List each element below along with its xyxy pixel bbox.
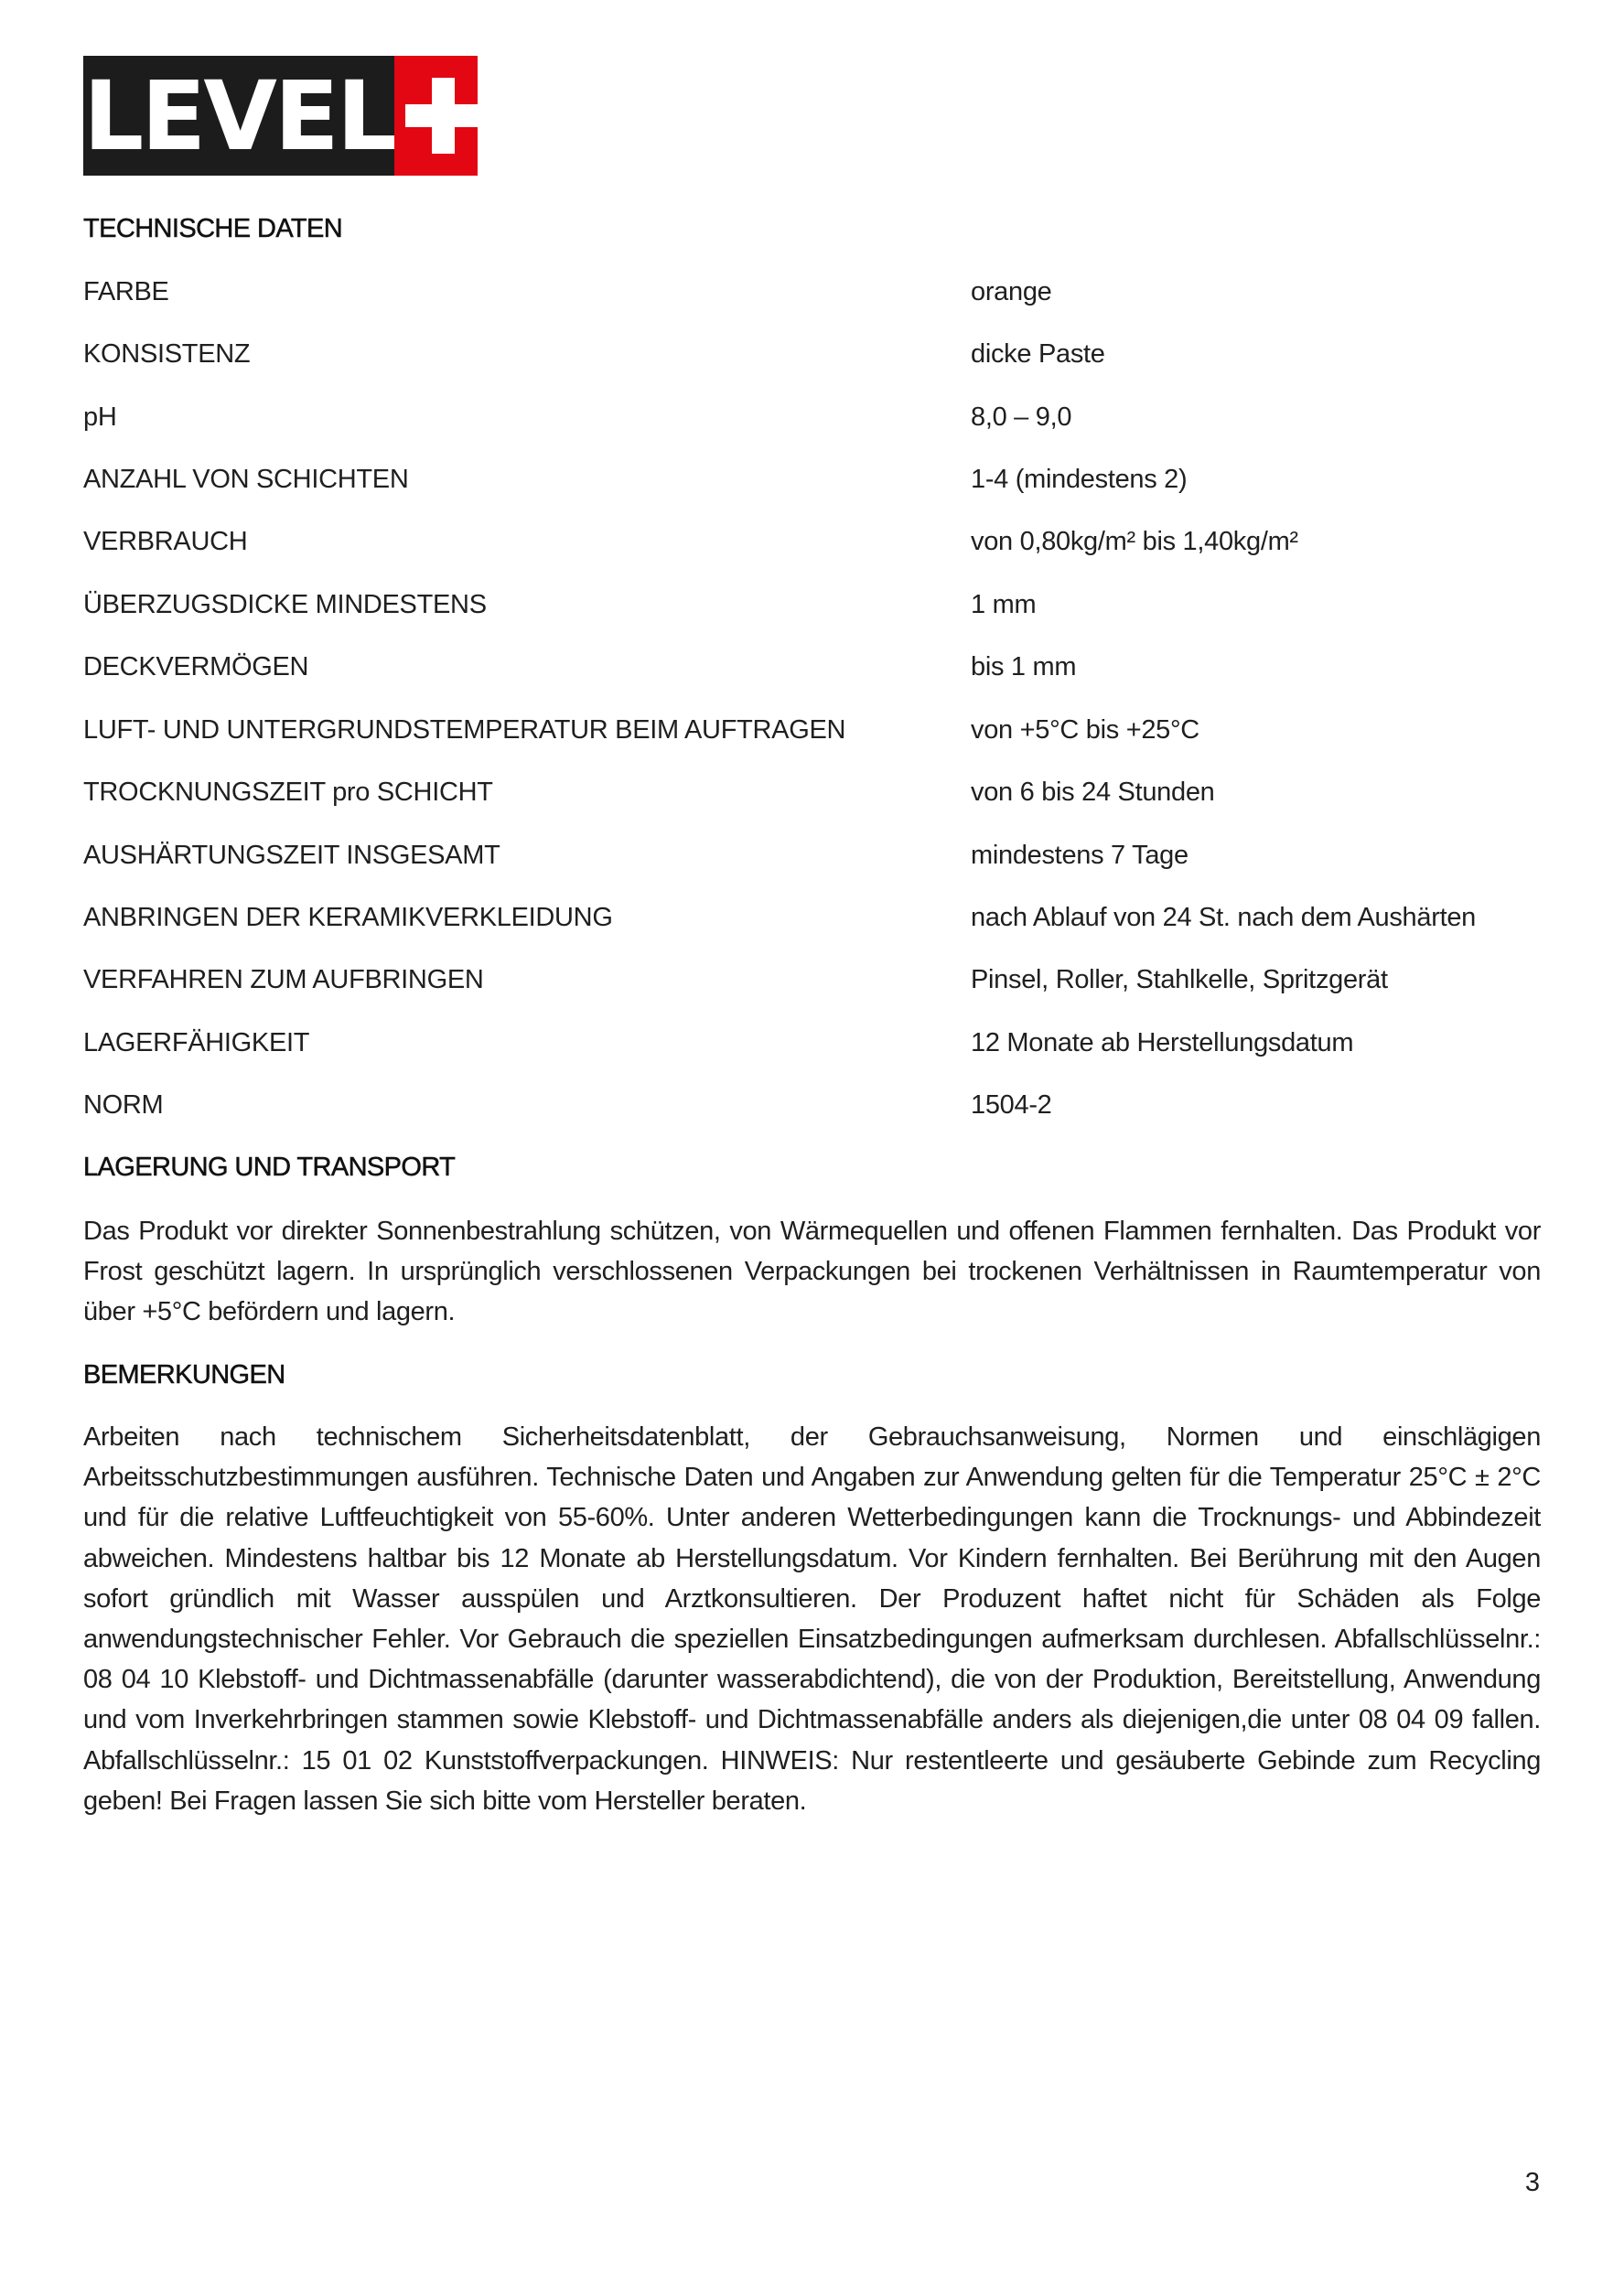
row-value: 12 Monate ab Herstellungsdatum: [971, 1028, 1354, 1057]
row-value: Pinsel, Roller, Stahlkelle, Spritzgerät: [971, 965, 1388, 994]
row-label: LAGERFÄHIGKEIT: [83, 1028, 310, 1057]
row-value: nach Ablauf von 24 St. nach dem Aushärten: [971, 903, 1476, 932]
row-value: mindestens 7 Tage: [971, 841, 1188, 870]
table-row: [83, 277, 1543, 314]
row-value: von 0,80kg/m² bis 1,40kg/m²: [971, 527, 1298, 556]
row-label: ÜBERZUGSDICKE MINDESTENS: [83, 590, 487, 619]
row-label: ANBRINGEN DER KERAMIKVERKLEIDUNG: [83, 903, 613, 932]
row-label: VERBRAUCH: [83, 527, 248, 556]
table-row: [83, 841, 1543, 877]
row-label: pH: [83, 402, 117, 432]
brand-logo: [83, 56, 478, 176]
storage-heading: LAGERUNG UND TRANSPORT: [83, 1153, 456, 1182]
table-row: [83, 965, 1543, 1002]
row-value: 1 mm: [971, 590, 1037, 619]
table-row: [83, 652, 1543, 689]
remarks-paragraph: Arbeiten nach technischem Sicherheitsdatenblatt, der Gebrauchsanweisung, Normen und einschlägigen Arbeitsschutzbestimmungen ausführen. Technische Daten und Angaben zur Anwendung gelten für die Temperatur 25°C ± 2°C und für die relative Luftfeuchtigkeit von 55-60%. Unter anderen Wetterbedingungen kann die Trocknungs- und Abbindezeit abweichen. Mindestens haltbar bis 12 Monate ab Herstellungsdatum. Vor Kindern fernhalten. Bei Berührung mit den Augen sofort gründlich mit Wasser ausspülen und Arztkonsultieren. Der Produzent haftet nicht für Schäden als Folge anwendungstechnischer Fehler. Vor Gebrauch die speziellen Einsatzbedingungen aufmerksam durchlesen. Abfallschlüsselnr.: 08 04 10 Klebstoff- und Dichtmassenabfälle (darunter wasserabdichtend), die von der Produktion, Bereitstellung, Anwendung und vom Inverkehrbringen stammen sowie Klebstoff- und Dichtmassenabfälle anders als diejenigen,die unter 08 04 09 fallen. Abfallschlüsselnr.: 15 01 02 Kunststoffverpackungen. HINWEIS: Nur restentleerte und gesäuberte Gebinde zum Recycling geben! Bei Fragen lassen Sie sich bitte vom Hersteller beraten.: [83, 1422, 1541, 1816]
table-row: [83, 590, 1543, 627]
table-row: [83, 339, 1543, 376]
table-row: [83, 778, 1543, 814]
table-row: [83, 527, 1543, 563]
table-row: [83, 715, 1543, 752]
row-value: von +5°C bis +25°C: [971, 715, 1199, 745]
row-label: VERFAHREN ZUM AUFBRINGEN: [83, 965, 484, 994]
plus-cross-horizontal: [405, 104, 481, 127]
row-label: LUFT- UND UNTERGRUNDSTEMPERATUR BEIM AUFTRAGEN: [83, 715, 846, 745]
row-value: von 6 bis 24 Stunden: [971, 778, 1215, 807]
storage-paragraph: Das Produkt vor direkter Sonnenbestrahlung schützen, von Wärmequellen und offenen Flammen fernhalten. Das Produkt vor Frost geschützt lagern. In ursprünglich verschlossenen Verpackungen bei trockenen Verhältnissen in Raumtemperatur von über +5°C befördern und lagern.: [83, 1217, 1541, 1327]
row-label: NORM: [83, 1090, 164, 1120]
table-row: [83, 1090, 1543, 1127]
row-value: bis 1 mm: [971, 652, 1077, 681]
row-label: DECKVERMÖGEN: [83, 652, 309, 681]
row-value: 8,0 – 9,0: [971, 402, 1072, 432]
table-row: [83, 903, 1543, 939]
row-label: KONSISTENZ: [83, 339, 251, 369]
row-value: 1-4 (mindestens 2): [971, 465, 1188, 494]
row-label: AUSHÄRTUNGSZEIT INSGESAMT: [83, 841, 500, 870]
row-value: dicke Paste: [971, 339, 1105, 369]
technical-data-heading: TECHNISCHE DATEN: [83, 214, 343, 243]
brand-logo-text: LEVEL: [83, 59, 395, 172]
row-label: FARBE: [83, 277, 169, 306]
table-row: [83, 465, 1543, 501]
page-number: 3: [1524, 2168, 1540, 2197]
table-row: [83, 402, 1543, 439]
row-label: ANZAHL VON SCHICHTEN: [83, 465, 409, 494]
remarks-heading: BEMERKUNGEN: [83, 1360, 285, 1389]
plus-cross-icon: [394, 56, 478, 176]
row-value: 1504-2: [971, 1090, 1052, 1120]
row-label: TROCKNUNGSZEIT pro SCHICHT: [83, 778, 493, 807]
row-value: orange: [971, 277, 1052, 306]
table-row: [83, 1028, 1543, 1065]
